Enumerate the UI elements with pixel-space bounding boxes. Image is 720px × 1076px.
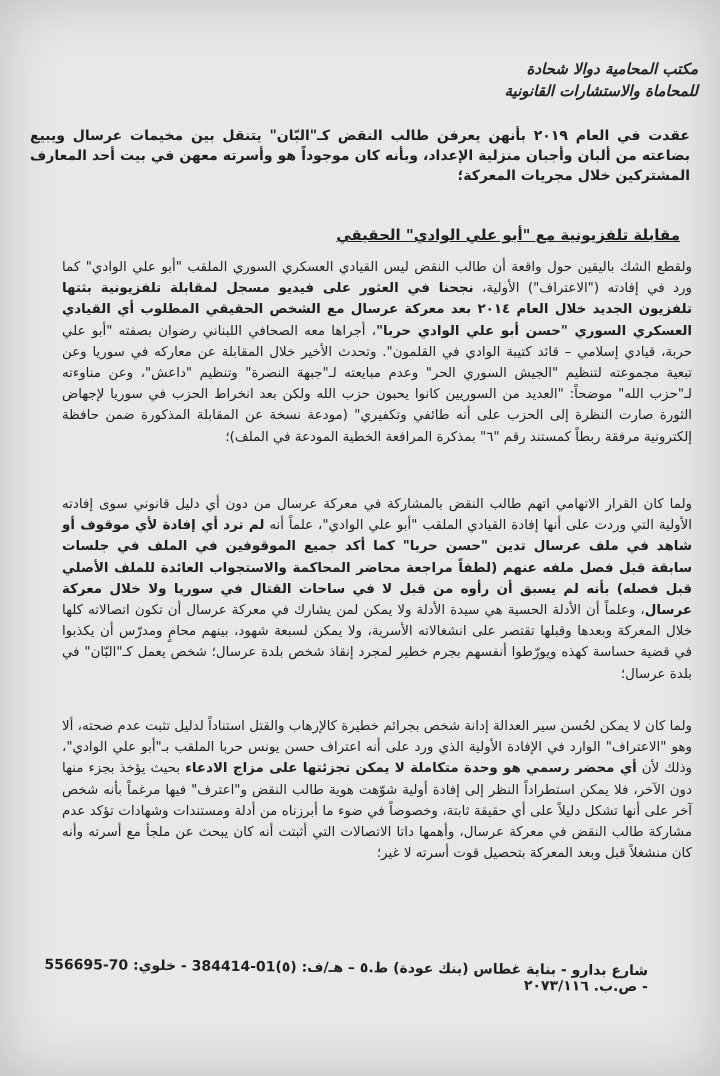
paragraph-text-bold: لم ترد أي إفادة لأي موقوف أو شاهد في ملف عرسال تدين "حسن حربا" كما أكد جميع الموقوفين في الملف في جلسات سابقة قبل فصل ملفه عنهم (لطفاً مراجعة محاضر المحاكمة والاستجواب العائدة للملف الأصلي قبل فصله) بأنه لم يسبق أن رأوه من قبل لا في ساحات القتال في سوريا ولا خلال معركة عرسال <box>62 518 692 619</box>
paragraph-11 <box>62 257 692 448</box>
intro-paragraph: عقدت في العام ٢٠١٩ بأنهن يعرفن طالب النقض كـ"البّان" يتنقل بين مخيمات عرسال ويبيع بضاعته من ألبان وأجبان منزلية الإعداد، وبأنه كان موجوداً هو وأسرته معهن في بيت أحد المعارف المشتركين خلال مجريات المعركة؛ <box>30 128 690 184</box>
paragraph-13 <box>62 716 692 864</box>
paragraph-text-bold: نجحنا في العثور على فيديو مسجل لمقابلة تلفزيونية بثتها تلفزيون الجديد خلال العام ٢٠١٤ بعد معركة عرسال مع الشخص الحقيقي المطلوب أي القيادي العسكري السوري "حسن أبو علي الوادي حربا" <box>62 281 692 339</box>
paragraph-number <box>704 716 720 737</box>
paragraph-text: ، أجراها معه الصحافي اللبناني رضوان بصفته "أبو علي حربة، قيادي إسلامي – قائد كتيبة الوادي في القلمون". وتحدث الأخير خلال المقابلة عن معاركه في سوريا وعن تبعية مجموعته لتنظيم "الجيش السوري الحر" وعدم مبايعته لـ"جبهة النصرة" وتنظيم "داعش"، وعن مناوءته لـ"حزب الله" موضحاً: "العديد من السوريين كانوا يحبون حزب الله ولكن بعد انخراط الحزب في سوريا لإجهاض الثورة صارت النظرة إلى الحزب على أنه طائفي وتكفيري" (مودعة نسخة عن المقابلة المذكورة ضمن حافظة إلكترونية مرفقة ربطاً كمستند رقم "٦" بمذكرة المرافعة الخطية المودعة في الملف)؛ <box>62 323 692 445</box>
letterhead-office-subtitle: للمحاماة والاستشارات القانونية <box>504 82 698 100</box>
paragraph-text: ولما كان القرار الاتهامي اتهم طالب النقض بالمشاركة في معركة عرسال من دون أي دليل قانوني سوى إفادته الأولية التي وردت على أنها إفادة القيادي الملقب "أبو علي الوادي"، علماً أنه <box>62 497 692 534</box>
footer-contact: شارع بدارو - بناية غطاس (بنك عودة) ط.٥ – هـ/ف: (٥)01-384414 - خلوي: 70-556695 - ص.ب. ٢٠٧٣/١١٦ <box>44 956 649 996</box>
paragraph-text-bold: أي محضر رسمي هو وحدة متكاملة لا يمكن تجزئتها على مزاج الادعاء <box>185 761 637 777</box>
paragraph-12 <box>62 494 692 685</box>
paragraph-text: ، وعلماً أن الأدلة الحسية هي سيدة الأدلة ولا يمكن لمن يشارك في معركة عرسال أن تكون اتصالاته كلها خلال المعركة وبعدها وقبلها تقتصر على انشغالاته الأسرية، ولا يمكن لسبعة شهود، بينهم محامٍ ومدرّس أن يكذبوا في قضية حساسة كهذه ويورّطوا أنفسهم بجرم خطير لمجرد إنقاذ شخص بلدة عرسال؛ شخص يعمل كـ"البّان" في بلدة عرسال؛ <box>62 603 692 682</box>
letterhead <box>398 58 698 102</box>
section-heading: مقابلة تلفزيونية مع "أبو علي الوادي" الحقيقي <box>336 226 680 244</box>
paragraph-text: بحيث يؤخذ بجزء منها دون الآخر، فلا يمكن استطراداً النظر إلى إفادة أولية شوّهت هوية طالب النقض و"اعترف" فيها مرغماً بأنه شخص آخر على أنها تشكل دليلاً على أي حقيقة ثابتة، وخصوصاً في ضوء ما أبرزناه من أدلة ومستندات وشهادات تؤكد عدم مشاركة طالب النقض في معركة عرسال، وأهمها داتا الاتصالات التي أثبتت أنه كان يبحث عن ملجأ مع أسرته وأنه كان منشغلاً قبل وبعد المعركة بتحصيل قوت أسرته لا غير؛ <box>62 761 692 862</box>
paragraph-number <box>704 494 720 515</box>
paragraph-text: ولما كان لا يمكن لحُسن سير العدالة إدانة شخص بجرائم خطيرة كالإرهاب والقتل استناداً لدليل تثبت عدم صحته، ألا وهو "الاعتراف" الوارد في الإفادة الأولية الذي ورد على أنه اعتراف حسن يونس حربا الملقب بـ"أبو علي الوادي"، وذلك لأن <box>62 719 692 777</box>
paragraph-text: ولقطع الشك باليقين حول واقعة أن طالب النقض ليس القيادي العسكري السوري الملقب "أبو علي الوادي" كما ورد في إفادته ("الاعتراف") الأولية، <box>62 260 692 297</box>
letterhead-office-name: مكتب المحامية دوالا شحادة <box>526 60 698 78</box>
paragraph-number <box>704 257 720 278</box>
